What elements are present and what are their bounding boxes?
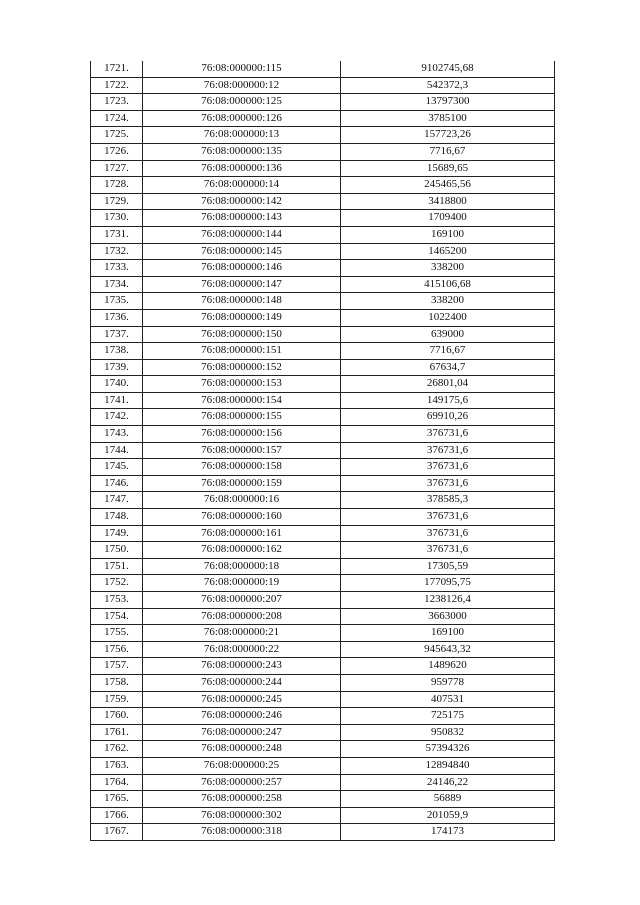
cadastral-number-cell: 76:08:000000:248 [143, 741, 341, 758]
row-number-cell: 1726. [91, 143, 143, 160]
row-number-cell: 1761. [91, 724, 143, 741]
cadastral-value-cell: 7716,67 [341, 343, 555, 360]
cadastral-value-cell: 639000 [341, 326, 555, 343]
table-row [91, 110, 555, 127]
cadastral-value-cell: 959778 [341, 674, 555, 691]
cadastral-number-cell: 76:08:000000:125 [143, 94, 341, 111]
cadastral-value-cell: 9102745,68 [341, 61, 555, 77]
row-number-cell: 1729. [91, 193, 143, 210]
table-row [91, 127, 555, 144]
cadastral-value-cell: 57394326 [341, 741, 555, 758]
cadastral-number-cell: 76:08:000000:244 [143, 674, 341, 691]
cadastral-number-cell: 76:08:000000:18 [143, 558, 341, 575]
table-row [91, 293, 555, 310]
cadastral-value-cell: 7716,67 [341, 143, 555, 160]
table-row [91, 276, 555, 293]
cadastral-number-cell: 76:08:000000:14 [143, 177, 341, 194]
cadastral-number-cell: 76:08:000000:19 [143, 575, 341, 592]
cadastral-number-cell: 76:08:000000:318 [143, 824, 341, 841]
cadastral-value-cell: 157723,26 [341, 127, 555, 144]
cadastral-value-cell: 15689,65 [341, 160, 555, 177]
row-number-cell: 1740. [91, 376, 143, 393]
table-row [91, 392, 555, 409]
table-row [91, 625, 555, 642]
cadastral-value-cell: 1465200 [341, 243, 555, 260]
cadastral-value-cell: 945643,32 [341, 641, 555, 658]
row-number-cell: 1751. [91, 558, 143, 575]
table-row [91, 641, 555, 658]
table-row [91, 94, 555, 111]
cadastral-number-cell: 76:08:000000:156 [143, 426, 341, 443]
cadastral-number-cell: 76:08:000000:151 [143, 343, 341, 360]
row-number-cell: 1753. [91, 592, 143, 609]
row-number-cell: 1745. [91, 459, 143, 476]
table-row [91, 326, 555, 343]
cadastral-value-cell: 1489620 [341, 658, 555, 675]
cadastral-value-cell: 950832 [341, 724, 555, 741]
cadastral-value-cell: 245465,56 [341, 177, 555, 194]
cadastral-number-cell: 76:08:000000:147 [143, 276, 341, 293]
cadastral-number-cell: 76:08:000000:145 [143, 243, 341, 260]
cadastral-number-cell: 76:08:000000:148 [143, 293, 341, 310]
row-number-cell: 1722. [91, 77, 143, 94]
row-number-cell: 1752. [91, 575, 143, 592]
table-row [91, 359, 555, 376]
table-row [91, 509, 555, 526]
row-number-cell: 1743. [91, 426, 143, 443]
cadastral-number-cell: 76:08:000000:144 [143, 226, 341, 243]
row-number-cell: 1727. [91, 160, 143, 177]
cadastral-number-cell: 76:08:000000:21 [143, 625, 341, 642]
table-row [91, 658, 555, 675]
cadastral-number-cell: 76:08:000000:149 [143, 309, 341, 326]
row-number-cell: 1755. [91, 625, 143, 642]
table-row [91, 542, 555, 559]
table-row [91, 824, 555, 841]
row-number-cell: 1732. [91, 243, 143, 260]
cadastral-number-cell: 76:08:000000:257 [143, 774, 341, 791]
cadastral-number-cell: 76:08:000000:152 [143, 359, 341, 376]
table-row [91, 575, 555, 592]
table-body [91, 61, 555, 840]
cadastral-value-cell: 1022400 [341, 309, 555, 326]
table-row [91, 724, 555, 741]
cadastral-value-cell: 67634,7 [341, 359, 555, 376]
table-row [91, 791, 555, 808]
table-row [91, 376, 555, 393]
row-number-cell: 1764. [91, 774, 143, 791]
cadastral-number-cell: 76:08:000000:12 [143, 77, 341, 94]
cadastral-value-cell: 12894840 [341, 757, 555, 774]
cadastral-number-cell: 76:08:000000:13 [143, 127, 341, 144]
row-number-cell: 1757. [91, 658, 143, 675]
cadastral-value-cell: 378585,3 [341, 492, 555, 509]
cadastral-number-cell: 76:08:000000:243 [143, 658, 341, 675]
table-row [91, 160, 555, 177]
table-row [91, 260, 555, 277]
cadastral-value-cell: 3418800 [341, 193, 555, 210]
table-row [91, 592, 555, 609]
row-number-cell: 1735. [91, 293, 143, 310]
row-number-cell: 1739. [91, 359, 143, 376]
table-row [91, 309, 555, 326]
cadastral-number-cell: 76:08:000000:142 [143, 193, 341, 210]
cadastral-number-cell: 76:08:000000:208 [143, 608, 341, 625]
table-row [91, 143, 555, 160]
table-row [91, 757, 555, 774]
row-number-cell: 1723. [91, 94, 143, 111]
row-number-cell: 1730. [91, 210, 143, 227]
cadastral-value-cell: 376731,6 [341, 475, 555, 492]
table-row [91, 442, 555, 459]
cadastral-number-cell: 76:08:000000:158 [143, 459, 341, 476]
row-number-cell: 1728. [91, 177, 143, 194]
cadastral-number-cell: 76:08:000000:155 [143, 409, 341, 426]
cadastral-number-cell: 76:08:000000:25 [143, 757, 341, 774]
cadastral-value-cell: 542372,3 [341, 77, 555, 94]
cadastral-number-cell: 76:08:000000:162 [143, 542, 341, 559]
cadastral-value-cell: 415106,68 [341, 276, 555, 293]
row-number-cell: 1746. [91, 475, 143, 492]
cadastral-value-cell: 169100 [341, 226, 555, 243]
cadastral-value-cell: 725175 [341, 708, 555, 725]
table-row [91, 61, 555, 77]
row-number-cell: 1754. [91, 608, 143, 625]
cadastral-number-cell: 76:08:000000:302 [143, 807, 341, 824]
cadastral-value-cell: 407531 [341, 691, 555, 708]
cadastral-number-cell: 76:08:000000:157 [143, 442, 341, 459]
cadastral-value-cell: 13797300 [341, 94, 555, 111]
row-number-cell: 1759. [91, 691, 143, 708]
row-number-cell: 1747. [91, 492, 143, 509]
table-row [91, 708, 555, 725]
cadastral-number-cell: 76:08:000000:135 [143, 143, 341, 160]
cadastral-number-cell: 76:08:000000:150 [143, 326, 341, 343]
cadastral-number-cell: 76:08:000000:136 [143, 160, 341, 177]
cadastral-value-cell: 376731,6 [341, 442, 555, 459]
cadastral-number-cell: 76:08:000000:115 [143, 61, 341, 77]
table-row [91, 343, 555, 360]
row-number-cell: 1758. [91, 674, 143, 691]
cadastral-number-cell: 76:08:000000:16 [143, 492, 341, 509]
cadastral-value-cell: 376731,6 [341, 542, 555, 559]
row-number-cell: 1724. [91, 110, 143, 127]
table-row [91, 426, 555, 443]
row-number-cell: 1742. [91, 409, 143, 426]
row-number-cell: 1738. [91, 343, 143, 360]
row-number-cell: 1733. [91, 260, 143, 277]
table-row [91, 741, 555, 758]
row-number-cell: 1766. [91, 807, 143, 824]
cadastral-number-cell: 76:08:000000:258 [143, 791, 341, 808]
cadastral-value-cell: 69910,26 [341, 409, 555, 426]
row-number-cell: 1725. [91, 127, 143, 144]
row-number-cell: 1731. [91, 226, 143, 243]
row-number-cell: 1762. [91, 741, 143, 758]
table-row [91, 177, 555, 194]
cadastral-value-cell: 149175,6 [341, 392, 555, 409]
row-number-cell: 1734. [91, 276, 143, 293]
cadastral-number-cell: 76:08:000000:159 [143, 475, 341, 492]
row-number-cell: 1756. [91, 641, 143, 658]
cadastral-number-cell: 76:08:000000:143 [143, 210, 341, 227]
row-number-cell: 1763. [91, 757, 143, 774]
cadastral-value-cell: 169100 [341, 625, 555, 642]
table-row [91, 193, 555, 210]
cadastral-value-cell: 24146,22 [341, 774, 555, 791]
cadastral-value-cell: 1709400 [341, 210, 555, 227]
table-row [91, 409, 555, 426]
table-row [91, 558, 555, 575]
row-number-cell: 1744. [91, 442, 143, 459]
cadastral-value-cell: 338200 [341, 293, 555, 310]
cadastral-value-cell: 3663000 [341, 608, 555, 625]
cadastral-value-cell: 177095,75 [341, 575, 555, 592]
table-row [91, 674, 555, 691]
table-row [91, 492, 555, 509]
table-row [91, 608, 555, 625]
cadastral-number-cell: 76:08:000000:146 [143, 260, 341, 277]
table-row [91, 475, 555, 492]
cadastral-number-cell: 76:08:000000:245 [143, 691, 341, 708]
cadastral-number-cell: 76:08:000000:207 [143, 592, 341, 609]
cadastral-number-cell: 76:08:000000:246 [143, 708, 341, 725]
table-row [91, 459, 555, 476]
table-row [91, 525, 555, 542]
cadastral-value-table [90, 61, 555, 841]
cadastral-value-cell: 26801,04 [341, 376, 555, 393]
table-row [91, 691, 555, 708]
cadastral-value-cell: 3785100 [341, 110, 555, 127]
row-number-cell: 1765. [91, 791, 143, 808]
cadastral-number-cell: 76:08:000000:160 [143, 509, 341, 526]
cadastral-value-cell: 376731,6 [341, 426, 555, 443]
cadastral-value-cell: 17305,59 [341, 558, 555, 575]
cadastral-number-cell: 76:08:000000:161 [143, 525, 341, 542]
row-number-cell: 1750. [91, 542, 143, 559]
cadastral-value-cell: 174173 [341, 824, 555, 841]
row-number-cell: 1736. [91, 309, 143, 326]
table-row [91, 243, 555, 260]
table-row [91, 210, 555, 227]
row-number-cell: 1760. [91, 708, 143, 725]
table-row [91, 774, 555, 791]
row-number-cell: 1767. [91, 824, 143, 841]
table-row [91, 807, 555, 824]
cadastral-number-cell: 76:08:000000:126 [143, 110, 341, 127]
cadastral-number-cell: 76:08:000000:247 [143, 724, 341, 741]
cadastral-value-cell: 376731,6 [341, 459, 555, 476]
row-number-cell: 1721. [91, 61, 143, 77]
cadastral-number-cell: 76:08:000000:154 [143, 392, 341, 409]
row-number-cell: 1749. [91, 525, 143, 542]
cadastral-number-cell: 76:08:000000:153 [143, 376, 341, 393]
cadastral-value-cell: 338200 [341, 260, 555, 277]
row-number-cell: 1737. [91, 326, 143, 343]
cadastral-number-cell: 76:08:000000:22 [143, 641, 341, 658]
table-row [91, 226, 555, 243]
table-row [91, 77, 555, 94]
cadastral-value-cell: 1238126,4 [341, 592, 555, 609]
cadastral-value-cell: 376731,6 [341, 525, 555, 542]
row-number-cell: 1748. [91, 509, 143, 526]
cadastral-value-cell: 201059,9 [341, 807, 555, 824]
cadastral-value-cell: 56889 [341, 791, 555, 808]
cadastral-value-cell: 376731,6 [341, 509, 555, 526]
row-number-cell: 1741. [91, 392, 143, 409]
